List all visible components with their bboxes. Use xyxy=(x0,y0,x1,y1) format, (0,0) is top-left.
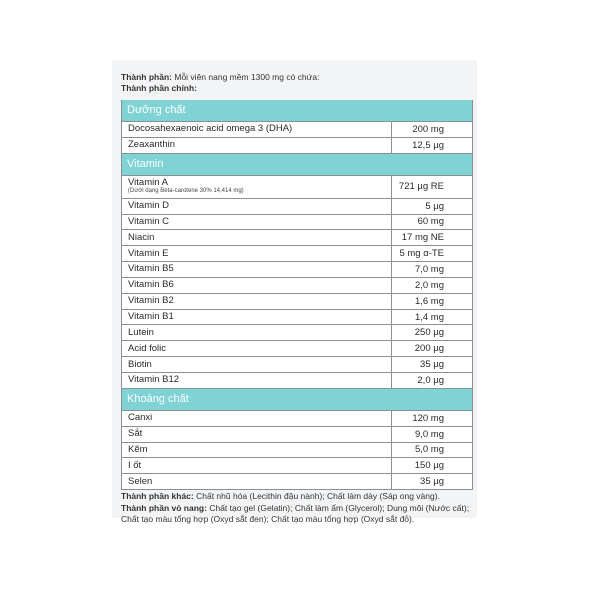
table-row xyxy=(122,199,472,215)
nutrient-name: Sắt xyxy=(128,428,143,440)
main-ingredients-line xyxy=(121,83,471,94)
table-row xyxy=(122,230,472,246)
nutrient-amount: 2,0 µg xyxy=(417,374,444,386)
composition-line xyxy=(121,72,471,83)
nutrient-name-cell xyxy=(122,215,392,230)
section-header: Vitamin xyxy=(122,154,472,176)
table-row xyxy=(122,427,472,443)
table-row xyxy=(122,176,472,199)
table-row xyxy=(122,262,472,278)
nutrient-amount: 35 µg xyxy=(420,359,444,371)
composition-text: Mỗi viên nang mềm 1300 mg có chứa: xyxy=(174,72,320,82)
nutrient-name: Biotin xyxy=(128,358,152,370)
nutrient-name: Vitamin D xyxy=(128,200,170,212)
nutrient-amount: 200 mg xyxy=(412,123,444,135)
nutrient-amount: 2,0 mg xyxy=(414,279,444,291)
nutrient-name-cell xyxy=(122,357,392,372)
nutrient-name: Vitamin E xyxy=(128,247,169,259)
nutrient-name-cell xyxy=(122,427,392,442)
nutrient-name-cell xyxy=(122,443,392,458)
nutrient-note: (Dưới dạng Beta-carotene 30% 14,414 mg) xyxy=(128,188,244,195)
nutrient-name-cell xyxy=(122,325,392,340)
composition-label: Thành phần: xyxy=(121,72,172,82)
nutrient-amount: 150 µg xyxy=(414,460,444,472)
nutrient-amount: 200 µg xyxy=(414,343,444,355)
other-ingredients-text: Chất nhũ hóa (Lecithin đậu nành); Chất làm dày (Sáp ong vàng). xyxy=(196,491,440,501)
nutrient-amount: 60 mg xyxy=(417,216,444,228)
table-row xyxy=(122,443,472,459)
nutrient-name-cell xyxy=(122,474,392,489)
nutrient-amount: 7,0 mg xyxy=(414,263,444,275)
nutrient-name: Vitamin B12 xyxy=(128,374,180,386)
nutrient-name: Vitamin B1 xyxy=(128,311,174,323)
footer-block xyxy=(121,491,471,526)
nutrient-name-cell xyxy=(122,262,392,277)
nutrient-amount: 120 mg xyxy=(412,412,444,424)
nutrient-amount: 721 µg RE xyxy=(398,181,444,193)
nutrient-name-cell xyxy=(122,458,392,473)
nutrient-name: Acid folic xyxy=(128,342,167,354)
nutrient-name: Vitamin B6 xyxy=(128,279,174,291)
ingredient-table xyxy=(121,100,473,490)
intro-block xyxy=(121,72,471,94)
nutrient-amount: 1,4 mg xyxy=(414,311,444,323)
nutrient-name: Vitamin B2 xyxy=(128,295,174,307)
nutrient-name-cell xyxy=(122,310,392,325)
table-row xyxy=(122,278,472,294)
table-row xyxy=(122,458,472,474)
section-header: Dưỡng chất xyxy=(122,100,472,122)
nutrient-name-cell xyxy=(122,138,392,153)
nutrient-name-cell xyxy=(122,176,392,198)
table-row xyxy=(122,325,472,341)
nutrient-name: Lutein xyxy=(128,326,154,338)
shell-ingredients-label: Thành phần vỏ nang: xyxy=(121,502,207,513)
nutrient-name: Vitamin A xyxy=(128,177,168,189)
nutrient-name: Niacin xyxy=(128,231,155,243)
nutrient-name: Zeaxanthin xyxy=(128,139,176,151)
table-row xyxy=(122,310,472,326)
nutrient-name-cell xyxy=(122,341,392,356)
table-row xyxy=(122,474,472,490)
table-row xyxy=(122,341,472,357)
nutrient-amount: 5 mg α-TE xyxy=(399,248,444,260)
nutrient-name-cell xyxy=(122,278,392,293)
nutrient-name-cell xyxy=(122,411,392,426)
table-row xyxy=(122,373,472,389)
nutrient-name: Canxi xyxy=(128,412,153,424)
table-row xyxy=(122,122,472,138)
nutrient-name-cell xyxy=(122,246,392,261)
nutrient-amount: 5 µg xyxy=(425,200,444,212)
nutrient-amount: 9,0 mg xyxy=(414,428,444,440)
nutrient-name: Docosahexaenoic acid omega 3 (DHA) xyxy=(128,123,293,135)
nutrient-name-cell xyxy=(122,230,392,245)
nutrient-name: Kẽm xyxy=(128,443,148,455)
other-ingredients-line xyxy=(121,491,471,503)
nutrient-name-cell xyxy=(122,122,392,137)
other-ingredients-label: Thành phần khác: xyxy=(121,491,194,501)
table-row xyxy=(122,294,472,310)
nutrient-amount: 250 µg xyxy=(414,327,444,339)
nutrient-amount: 17 mg NE xyxy=(401,232,444,244)
nutrient-amount: 1,6 mg xyxy=(414,295,444,307)
nutrient-name: Vitamin B5 xyxy=(128,263,174,275)
nutrient-amount: 5,0 mg xyxy=(414,444,444,456)
nutrient-name: Vitamin C xyxy=(128,215,170,227)
nutrient-name-cell xyxy=(122,199,392,214)
table-row xyxy=(122,357,472,373)
nutrient-name-cell xyxy=(122,294,392,309)
main-ingredients-label: Thành phần chính: xyxy=(121,83,198,93)
nutrient-name: I ốt xyxy=(128,459,142,471)
section-header: Khoáng chất xyxy=(122,389,472,411)
table-row xyxy=(122,246,472,262)
table-row xyxy=(122,215,472,231)
shell-ingredients-text: Chất tạo gel (Gelatin); Chất làm ẩm (Glycerol); Dung môi (Nước cất); Chất tạo màu tổng hợp (Oxyd sắt đen); Chất tạo màu tổng hợp (Oxyd sắt đỏ). xyxy=(121,502,470,524)
nutrient-amount: 12,5 µg xyxy=(412,139,444,151)
nutrient-amount: 35 µg xyxy=(420,476,444,488)
nutrient-name-cell xyxy=(122,373,392,388)
table-row xyxy=(122,411,472,427)
nutrient-name: Selen xyxy=(128,475,153,487)
table-row xyxy=(122,138,472,154)
shell-ingredients-line xyxy=(121,503,471,526)
